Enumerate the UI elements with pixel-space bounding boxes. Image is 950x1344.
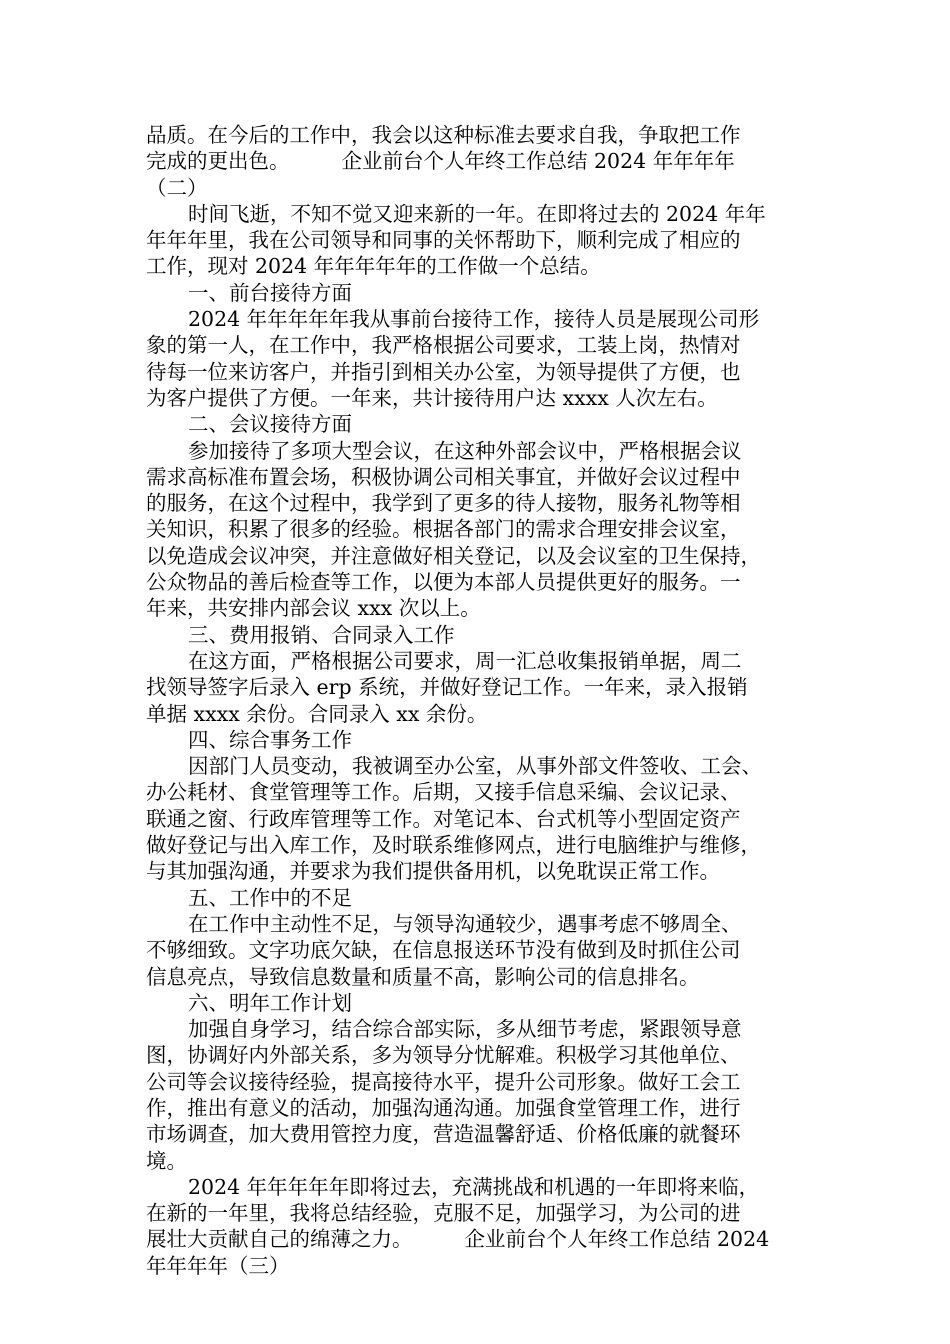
subheading-reception: 一、前台接待方面	[188, 280, 352, 305]
text-fragment: 展壮大贡献自己的绵薄之力。	[146, 1227, 413, 1252]
text-line	[146, 148, 826, 174]
paragraph-line: 以免造成会议冲突，并注意做好相关登记，以及会议室的卫生保持，	[146, 543, 761, 568]
paragraph-line: 象的第一人，在工作中，我严格根据公司要求，工装上岗，热情对	[146, 333, 741, 358]
subheading-next-year-plan: 六、明年工作计划	[188, 990, 352, 1015]
paragraph-line: 作，推出有意义的活动，加强沟通沟通。加强食堂管理工作，进行	[146, 1095, 741, 1120]
paragraph-line: 2024 年年年年年即将过去，充满挑战和机遇的一年即将来临，	[188, 1174, 760, 1199]
paragraph-line: 境。	[146, 1148, 187, 1173]
subheading-meetings: 二、会议接待方面	[188, 412, 352, 437]
section-heading-3: 企业前台个人年终工作总结 2024	[464, 1227, 770, 1252]
paragraph-line: 工作，现对 2024 年年年年年的工作做一个总结。	[146, 254, 601, 279]
paragraph-line: 年年年里，我在公司领导和同事的关怀帮助下，顺利完成了相应的	[146, 228, 741, 253]
text-line: 品质。在今后的工作中，我会以这种标准去要求自我，争取把工作	[146, 123, 741, 147]
paragraph-line: 需求高标准布置会场，积极协调公司相关事宜，并做好会议过程中	[146, 464, 741, 489]
subheading-general-affairs: 四、综合事务工作	[188, 727, 352, 752]
paragraph-line: 市场调查，加大费用管控力度，营造温馨舒适、价格低廉的就餐环	[146, 1122, 741, 1147]
paragraph-line: 单据 xxxx 余份。合同录入 xx 余份。	[146, 701, 488, 726]
paragraph-line: 在新的一年里，我将总结经验，克服不足，加强学习，为公司的进	[146, 1201, 741, 1226]
text-line	[146, 1226, 826, 1252]
paragraph-line: 找领导签字后录入 erp 系统，并做好登记工作。一年来，录入报销	[146, 675, 748, 700]
paragraph-line: 年来，共安排内部会议 xxx 次以上。	[146, 596, 481, 621]
paragraph-line: 待每一位来访客户，并指引到相关办公室，为领导提供了方便，也	[146, 359, 741, 384]
paragraph-line: 公司等会议接待经验，提高接待水平，提升公司形象。做好工会工	[146, 1069, 741, 1094]
paragraph-line: 时间飞逝，不知不觉又迎来新的一年。在即将过去的 2024 年年	[188, 201, 766, 226]
section-heading-3-suffix: 年年年年（三）	[146, 1253, 290, 1278]
paragraph-line: 图，协调好内外部关系，多为领导分忧解难。积极学习其他单位、	[146, 1043, 741, 1068]
paragraph-line: 信息亮点，导致信息数量和质量不高，影响公司的信息排名。	[146, 964, 700, 989]
paragraph-line: 在这方面，严格根据公司要求，周一汇总收集报销单据，周二	[188, 648, 742, 673]
section-heading-2: 企业前台个人年终工作总结 2024 年年年年	[341, 149, 735, 174]
paragraph-line: 的服务，在这个过程中，我学到了更多的待人接物，服务礼物等相	[146, 491, 741, 516]
document-body	[146, 122, 826, 1279]
paragraph-line: 关知识，积累了很多的经验。根据各部门的需求合理安排会议室，	[146, 517, 741, 542]
text-fragment: 完成的更出色。	[146, 149, 290, 174]
paragraph-line: 加强自身学习，结合综合部实际，多从细节考虑，紧跟领导意	[188, 1017, 742, 1042]
paragraph-line: 不够细致。文字功底欠缺，在信息报送环节没有做到及时抓住公司	[146, 938, 741, 963]
paragraph-line: 为客户提供了方便。一年来，共计接待用户达 xxxx 人次左右。	[146, 385, 718, 410]
paragraph-line: 公众物品的善后检查等工作，以便为本部人员提供更好的服务。一	[146, 570, 741, 595]
subheading-expenses: 三、费用报销、合同录入工作	[188, 622, 455, 647]
paragraph-line: 与其加强沟通，并要求为我们提供备用机，以免耽误正常工作。	[146, 859, 720, 884]
subheading-shortcomings: 五、工作中的不足	[188, 885, 352, 910]
paragraph-line: 因部门人员变动，我被调至办公室，从事外部文件签收、工会、	[188, 754, 762, 779]
paragraph-line: 联通之窗、行政库管理等工作。对笔记本、台式机等小型固定资产	[146, 806, 741, 831]
paragraph-line: 在工作中主动性不足，与领导沟通较少，遇事考虑不够周全、	[188, 911, 742, 936]
paragraph-line: 办公耗材、食堂管理等工作。后期，又接手信息采编、会议记录、	[146, 780, 741, 805]
paragraph-line: 2024 年年年年年我从事前台接待工作，接待人员是展现公司形	[188, 307, 760, 332]
paragraph-line: 参加接待了多项大型会议，在这种外部会议中，严格根据会议	[188, 438, 742, 463]
paragraph-line: 做好登记与出入库工作，及时联系维修网点，进行电脑维护与维修，	[146, 833, 761, 858]
section-heading-2-suffix: （二）	[146, 175, 208, 200]
